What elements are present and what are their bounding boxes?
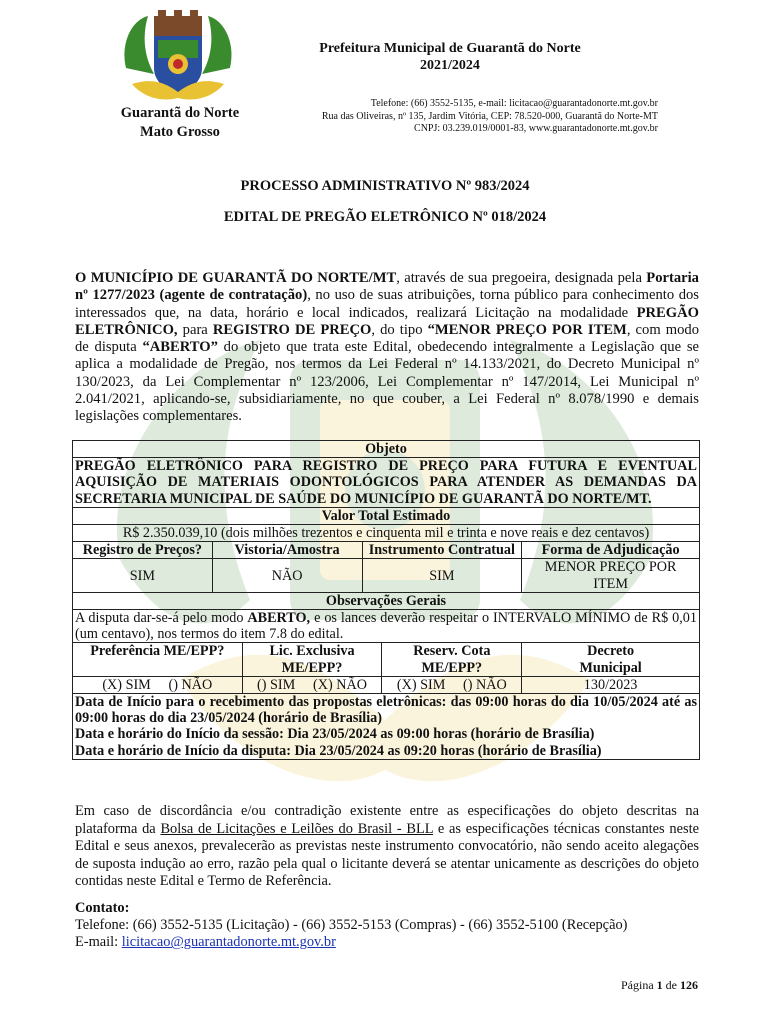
header-vistoria: Vistoria/Amostra xyxy=(212,542,362,559)
objeto-text: PREGÃO ELETRÔNICO PARA REGISTRO DE PREÇO PARA FUTURA E EVENTUAL AQUISIÇÃO DE MATERIAIS ODONTOLÓGICOS PARA ATENDER AS DEMANDAS DA SECRETARIA MUNICIPAL DE SAÚDE DO MUNICÍPIO DE GUARANTÃ DO NORTE/MT. xyxy=(73,458,700,508)
value-registro: SIM xyxy=(73,559,213,592)
contact-line-1: Telefone: (66) 3552-5135, e-mail: licitacao@guarantadonorte.mt.gov.br xyxy=(370,98,658,109)
intro-paragraph xyxy=(75,270,699,426)
edital-title: EDITAL DE PREGÃO ELETRÔNICO Nº 018/2024 xyxy=(223,209,547,225)
after-text: e as especificações técnicas constantes neste Edital e seus anexos, prevalecerão as previstas neste instrumento convocatório, não sendo aceito alegações de suposta indução ao erro, razão pela qual o licitante deverá se atentar unicamente as descrições do objeto contidas neste Edital e Termo de Referência. xyxy=(75,820,699,890)
data-disputa: Data e horário de Início da disputa: Dia 23/05/2024 as 09:20 horas (horário de Brasília) xyxy=(73,743,700,760)
intro-text: , através de sua pregoeira, designada pela xyxy=(396,270,647,286)
observacoes-label: Observações Gerais xyxy=(73,592,700,609)
value-instrumento: SIM xyxy=(362,559,522,592)
organization-title xyxy=(300,40,600,74)
data-recebimento: Data de Início para o recebimento das propostas eletrônicas: das 09:00 horas do dia 10/05/2024 até as 09:00 horas do dia 23/05/2024 (horário de Brasília) xyxy=(73,694,700,727)
value-vistoria: NÃO xyxy=(212,559,362,592)
value-preferencia: (X) SIM () NÃO xyxy=(73,676,243,693)
header-contact-info xyxy=(290,98,658,136)
page-mid: de xyxy=(662,978,680,992)
municipal-crest-logo xyxy=(118,8,238,104)
contact-line-2: Rua das Oliveiras, nº 135, Jardim Vitória, CEP: 78.520-000, Guarantã do Norte-MT xyxy=(321,110,658,122)
header-registro: Registro de Preços? xyxy=(73,542,213,559)
intro-registro: REGISTRO DE PREÇO xyxy=(212,321,372,338)
obs-text: A disputa dar-se-á pelo modo xyxy=(75,610,248,627)
intro-modalidade: PREGÃO ELETRÔNICO, xyxy=(75,304,699,338)
org-line-1: Prefeitura Municipal de Guarantã do Norte xyxy=(319,41,581,56)
page-prefix: Página xyxy=(621,978,657,992)
value-adjudicacao: MENOR PREÇO POR ITEM xyxy=(522,559,700,592)
observacoes-text xyxy=(73,610,700,643)
after-text: Em caso de discordância e/ou contradição existente entre as especificações do objeto descritas na plataforma da xyxy=(75,803,699,837)
header-decreto: Decreto Municipal xyxy=(522,643,700,676)
email-label: E-mail: xyxy=(75,934,122,951)
header-exclusiva: Lic. Exclusiva ME/EPP? xyxy=(242,643,382,676)
value-exclusiva: () SIM (X) NÃO xyxy=(242,676,382,693)
header-cota: Reserv. Cota ME/EPP? xyxy=(382,643,522,676)
intro-disputa: “ABERTO” xyxy=(142,339,218,356)
intro-text: , no uso de suas atribuições, torna público para conhecimento dos interessados que, na data, horário e local indicados, realizará Licitação na modalidade xyxy=(75,287,699,321)
obs-modo: ABERTO, xyxy=(247,610,311,627)
page-number xyxy=(621,978,698,993)
page-total: 126 xyxy=(680,978,698,992)
header-adjudicacao: Forma de Adjudicação xyxy=(522,542,700,559)
intro-portaria: Portaria nº 1277/2023 (agente de contratação) xyxy=(75,270,699,304)
edital-summary-table xyxy=(72,440,700,760)
bll-link: Bolsa de Licitações e Leilões do Brasil - BLL xyxy=(160,820,434,837)
intro-text: , do tipo xyxy=(371,321,428,338)
contato-label: Contato: xyxy=(75,900,130,916)
processo-title: PROCESSO ADMINISTRATIVO Nº 983/2024 xyxy=(240,178,530,194)
city-line-2: Mato Grosso xyxy=(140,124,220,140)
header-instrumento: Instrumento Contratual xyxy=(362,542,522,559)
email-link[interactable]: licitacao@guarantadonorte.mt.gov.br xyxy=(121,934,336,951)
contato-section xyxy=(75,900,705,952)
page-current: 1 xyxy=(656,978,663,992)
header-preferencia: Preferência ME/EPP? xyxy=(73,643,243,676)
value-cota: (X) SIM () NÃO xyxy=(382,676,522,693)
org-line-2: 2021/2024 xyxy=(420,58,480,73)
valor-text: R$ 2.350.039,10 (dois milhões trezentos e cinquenta mil e trinta e nove reais e dez centavos) xyxy=(73,525,700,542)
discordancia-paragraph xyxy=(75,803,699,891)
objeto-label: Objeto xyxy=(73,441,700,458)
value-decreto: 130/2023 xyxy=(522,676,700,693)
contact-line-3: CNPJ: 03.239.019/0001-83, www.guarantadonorte.mt.gov.br xyxy=(414,123,658,134)
valor-label: Valor Total Estimado xyxy=(73,507,700,524)
intro-tipo: “MENOR PREÇO POR ITEM xyxy=(427,321,627,338)
city-line-1: Guarantã do Norte xyxy=(120,105,240,121)
intro-text: , com modo de disputa xyxy=(75,321,699,356)
contato-phones: Telefone: (66) 3552-5135 (Licitação) - (66) 3552-5153 (Compras) - (66) 3552-5100 (Recepção) xyxy=(75,917,628,934)
intro-text: para xyxy=(177,321,213,338)
intro-municipio: O MUNICÍPIO DE GUARANTÃ DO NORTE/MT xyxy=(75,270,397,286)
obs-text: e os lances deverão respeitar o INTERVALO MÍNIMO de R$ 0,01 (um centavo), nos termos do item 7.8 do edital. xyxy=(75,610,697,643)
city-name xyxy=(100,104,260,142)
contato-email-line xyxy=(75,934,705,951)
data-sessao: Data e horário do Início da sessão: Dia 23/05/2024 as 09:00 horas (horário de Brasília) xyxy=(73,726,700,742)
intro-text: do objeto que trata este Edital, obedecendo integralmente a Legislação que se aplica a modalidade de Pregão, nos termos da Lei Federal nº 14.133/2021, do Decreto Municipal nº 130/2023, da Lei Complementar nº 123/2006, Lei Complementar nº 147/2014, Lei Municipal nº 2.041/2021, aplicando-se, subsidiariamente, no que couber, a Lei Federal nº 8.078/1990 e demais legislações complementares. xyxy=(75,339,699,425)
